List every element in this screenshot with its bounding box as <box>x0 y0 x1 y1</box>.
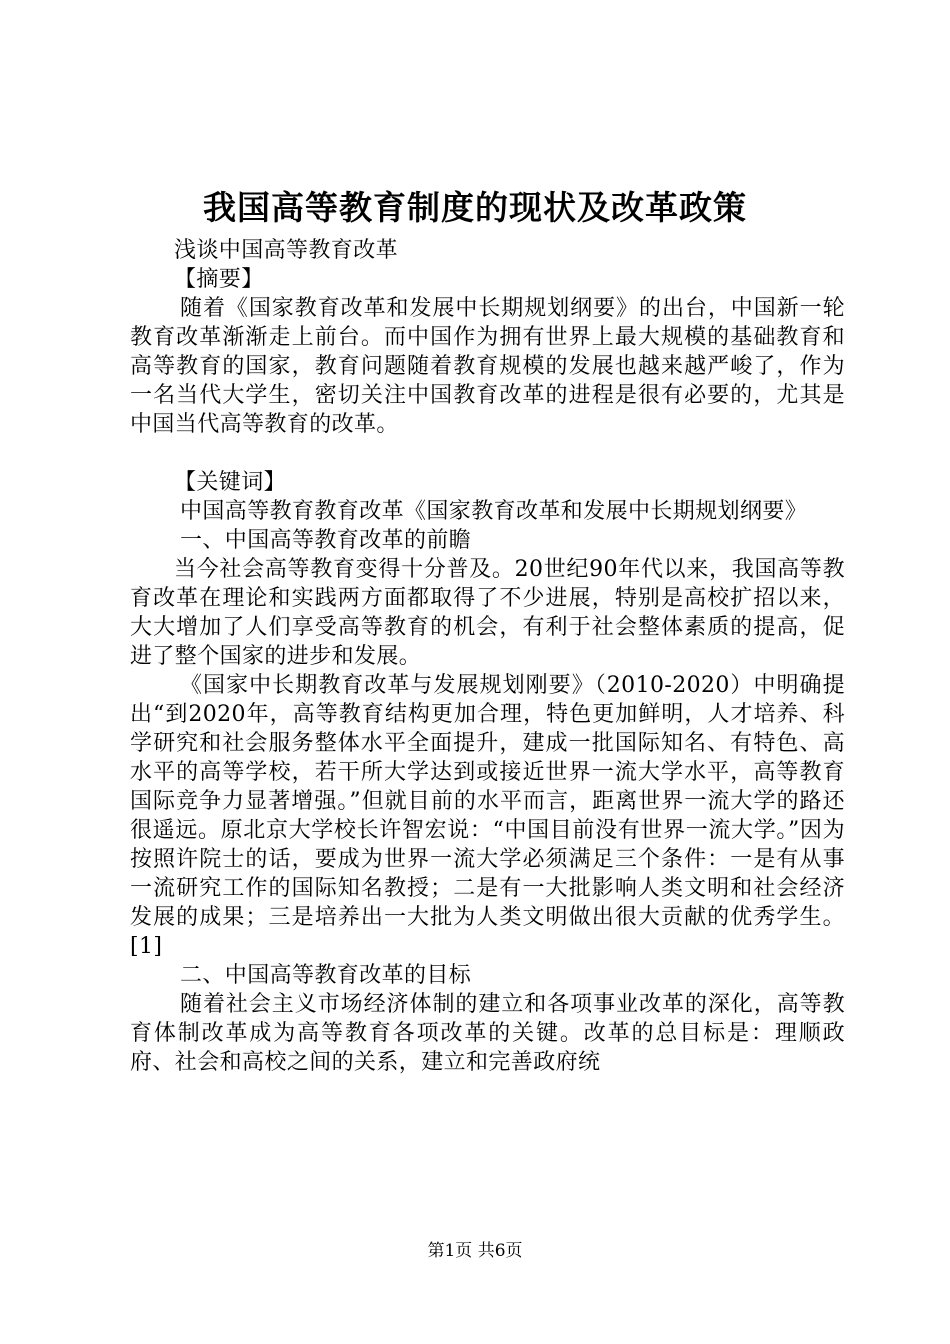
document-title: 我国高等教育制度的现状及改革政策 <box>203 188 747 227</box>
abstract-paragraph: 随着《国家教育改革和发展中长期规划纲要》的出台，中国新一轮教育改革渐渐走上前台。而中国作为拥有世界上最大规模的基础教育和高等教育的国家，教育问题随着教育规模的发展也越来越严峻了，作为一名当代大学生，密切关注中国教育改革的进程是很有必要的，尤其是中国当代高等教育的改革。 <box>130 296 845 437</box>
section-2-paragraph-1: 随着社会主义市场经济体制的建立和各项事业改革的深化，高等教育体制改革成为高等教育各项改革的关键。改革的总目标是：理顺政府、社会和高校之间的关系，建立和完善政府统 <box>130 992 845 1075</box>
section-1-paragraph-1: 当今社会高等教育变得十分普及。20世纪90年代以来，我国高等教育改革在理论和实践两方面都取得了不少进展，特别是高校扩招以来，大大增加了人们享受高等教育的机会，有利于社会整体素质的提高，促进了整个国家的进步和发展。 <box>130 557 845 669</box>
section-2-heading: 二、中国高等教育改革的目标 <box>180 963 472 988</box>
section-1-paragraph-2: 《国家中长期教育改革与发展规划刚要》（2010-2020）中明确提出“到2020年，高等教育结构更加合理，特色更加鲜明，人才培养、科学研究和社会服务整体水平全面提升，建成一批国际知名、有特色、高水平的高等学校，若干所大学达到或接近世界一流大学水平，高等教育国际竞争力显著增强。”但就目前的水平而言，距离世界一流大学的路还很遥远。原北京大学校长许智宏说：“中国目前没有世界一流大学。”因为按照许院士的话，要成为世界一流大学必须满足三个条件：一是有从事一流研究工作的国际知名教授；二是有一大批影响人类文明和社会经济发展的成果；三是培养出一大批为人类文明做出很大贡献的优秀学生。[1] <box>130 673 845 959</box>
keywords-heading: 【关键词】 <box>174 470 287 495</box>
section-1-heading: 一、中国高等教育改革的前瞻 <box>180 528 472 553</box>
paragraph-spacer <box>130 439 845 468</box>
document-body <box>130 236 845 1077</box>
abstract-heading: 【摘要】 <box>174 267 264 292</box>
document-subtitle: 浅谈中国高等教育改革 <box>174 238 399 263</box>
page-indicator: 第1页 共6页 <box>427 1241 523 1261</box>
keywords-paragraph: 中国高等教育教育改革《国家教育改革和发展中长期规划纲要》 <box>180 499 808 524</box>
